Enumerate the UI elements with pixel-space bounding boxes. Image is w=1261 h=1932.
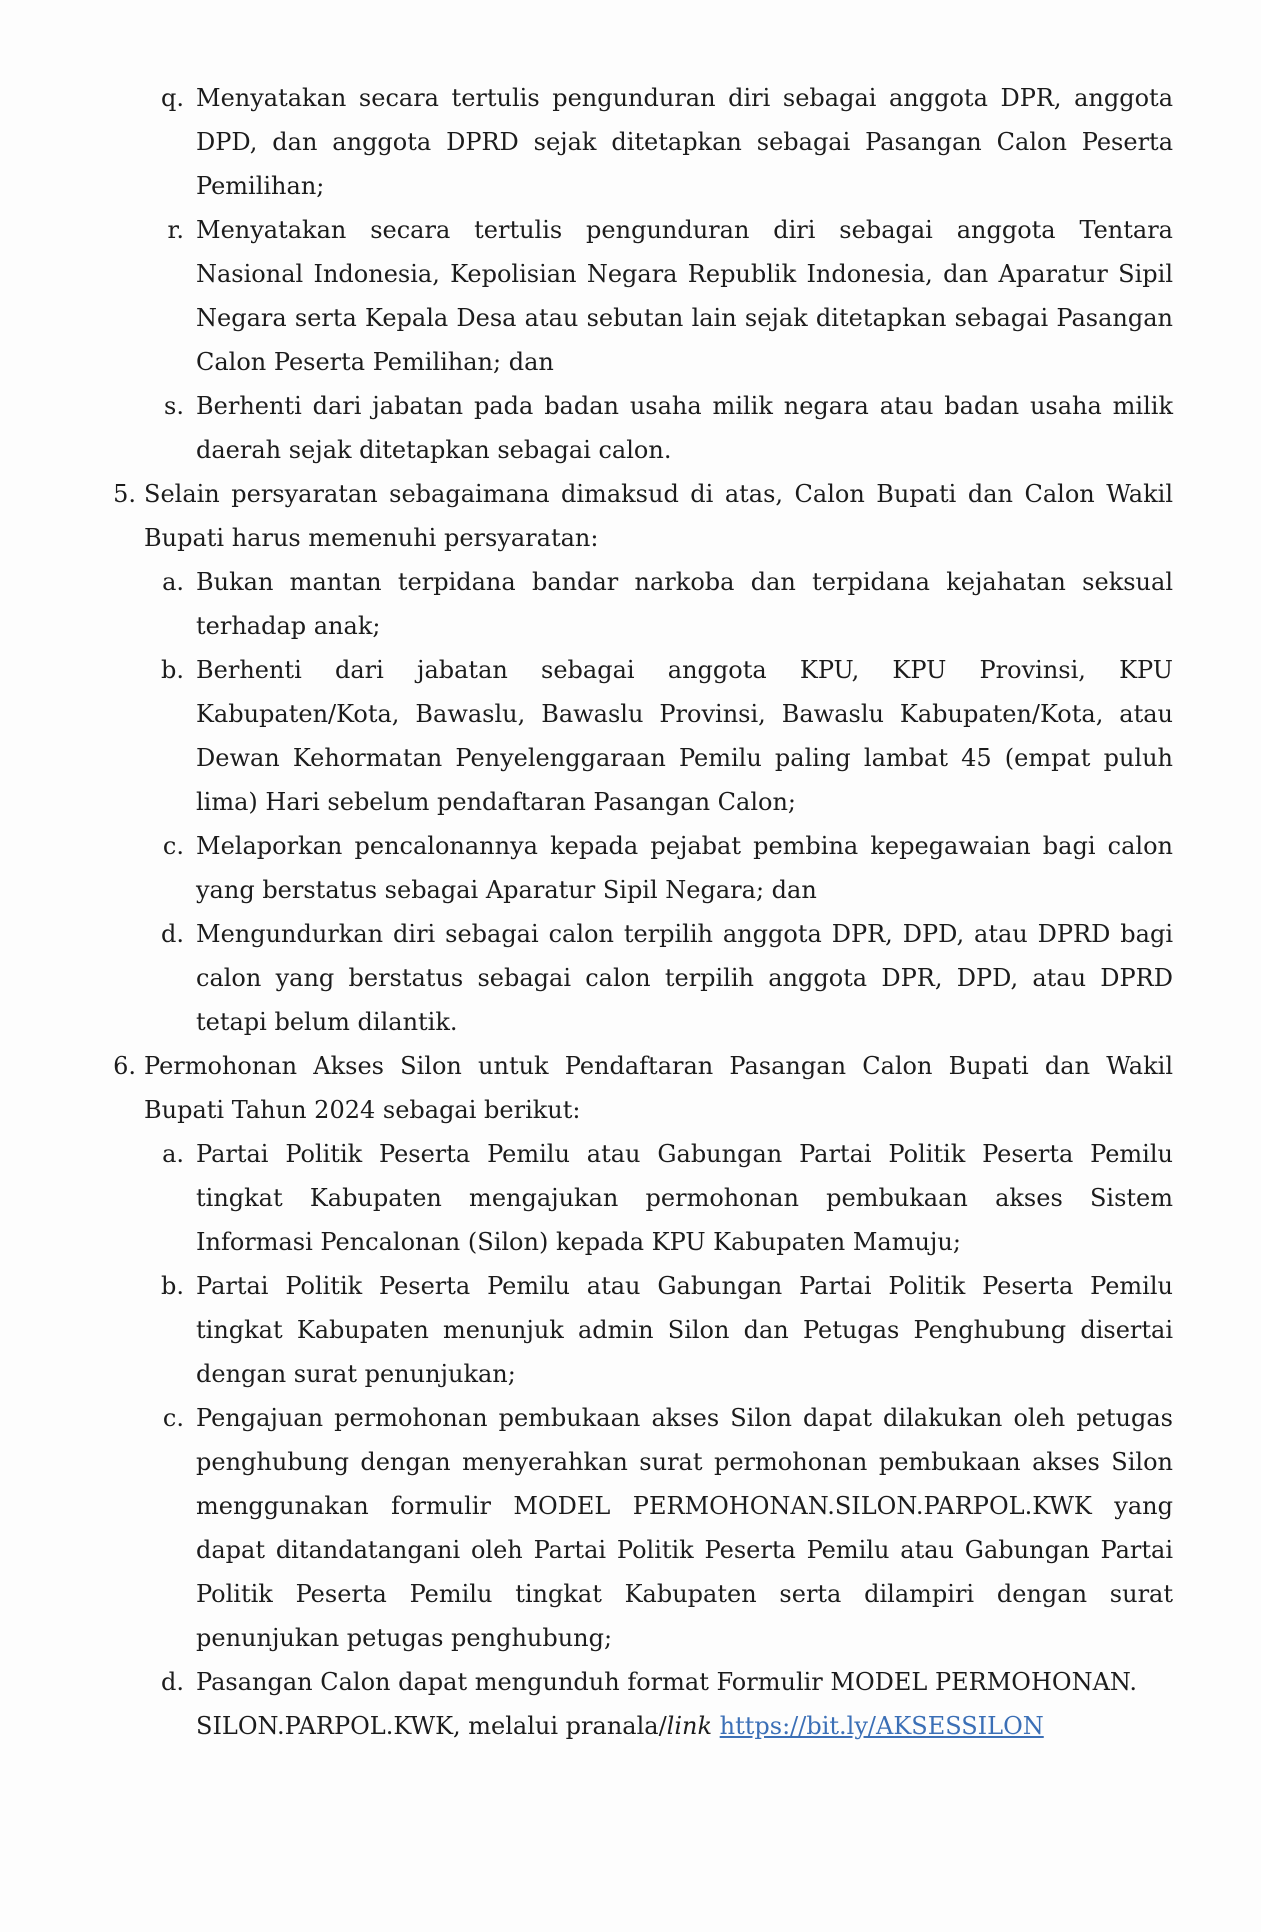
section-5: [96, 472, 1173, 560]
list-item-5a: [144, 560, 1173, 648]
download-link[interactable]: https://bit.ly/AKSESSILON: [719, 1712, 1044, 1740]
list-item-text: Melaporkan pencalonannya kepada pejabat pembina kepegawaian bagi calon yang berstatus sebagai Aparatur Sipil Negara; dan: [196, 832, 1173, 904]
list-item-6a: [144, 1132, 1173, 1264]
section-6: [96, 1044, 1173, 1132]
section-marker: 6.: [113, 1052, 136, 1080]
list-marker: a.: [162, 568, 184, 596]
list-item-text: Bukan mantan terpidana bandar narkoba dan terpidana kejahatan seksual terhadap anak;: [196, 568, 1173, 640]
list-marker: r.: [167, 216, 184, 244]
list-item-text: Partai Politik Peserta Pemilu atau Gabungan Partai Politik Peserta Pemilu tingkat Kabupaten mengajukan permohonan pembukaan akses Sistem Informasi Pencalonan (Silon) kepada KPU Kabupaten Mamuju;: [196, 1140, 1173, 1256]
list-item-6d: [144, 1660, 1173, 1748]
list-item-6c: [144, 1396, 1173, 1660]
list-item-text: Mengundurkan diri sebagai calon terpilih anggota DPR, DPD, atau DPRD bagi calon yang berstatus sebagai calon terpilih anggota DPR, DPD, atau DPRD tetapi belum dilantik.: [196, 920, 1173, 1036]
document-body: [96, 76, 1173, 1748]
list-item-5d: [144, 912, 1173, 1044]
list-marker: c.: [162, 832, 184, 860]
list-item-text-line2: SILON.PARPOL.KWK, melalui pranala/: [196, 1712, 667, 1740]
list-marker: s.: [164, 392, 184, 420]
section-text: Selain persyaratan sebagaimana dimaksud di atas, Calon Bupati dan Calon Wakil Bupati harus memenuhi persyaratan:: [144, 480, 1173, 552]
list-item-text: [196, 1660, 1173, 1748]
list-item-r: [144, 208, 1173, 384]
list-item-text: Pengajuan permohonan pembukaan akses Silon dapat dilakukan oleh petugas penghubung dengan menyerahkan surat permohonan pembukaan akses Silon menggunakan formulir MODEL PERMOHONAN.SILON.PARPOL.KWK yang dapat ditandatangani oleh Partai Politik Peserta Pemilu atau Gabungan Partai Politik Peserta Pemilu tingkat Kabupaten serta dilampiri dengan surat penunjukan petugas penghubung;: [196, 1404, 1173, 1652]
section-marker: 5.: [113, 480, 136, 508]
list-marker: c.: [162, 1404, 184, 1432]
section-text: Permohonan Akses Silon untuk Pendaftaran Pasangan Calon Bupati dan Wakil Bupati Tahun 2024 sebagai berikut:: [144, 1052, 1173, 1124]
list-marker: a.: [162, 1140, 184, 1168]
list-item-text: Partai Politik Peserta Pemilu atau Gabungan Partai Politik Peserta Pemilu tingkat Kabupaten menunjuk admin Silon dan Petugas Penghubung disertai dengan surat penunjukan;: [196, 1272, 1173, 1388]
list-item-text: Menyatakan secara tertulis pengunduran diri sebagai anggota DPR, anggota DPD, dan anggota DPRD sejak ditetapkan sebagai Pasangan Calon Peserta Pemilihan;: [196, 84, 1173, 200]
list-marker: d.: [161, 920, 184, 948]
list-item-q: [144, 76, 1173, 208]
list-marker: b.: [161, 1272, 184, 1300]
list-item-text: Berhenti dari jabatan sebagai anggota KPU, KPU Provinsi, KPU Kabupaten/Kota, Bawaslu, Bawaslu Provinsi, Bawaslu Kabupaten/Kota, atau Dewan Kehormatan Penyelenggaraan Pemilu paling lambat 45 (empat puluh lima) Hari sebelum pendaftaran Pasangan Calon;: [196, 656, 1173, 816]
list-item-5b: [144, 648, 1173, 824]
link-word: link: [666, 1712, 713, 1740]
list-item-6b: [144, 1264, 1173, 1396]
section-6-list: [144, 1132, 1173, 1748]
list-item-5c: [144, 824, 1173, 912]
list-marker: d.: [161, 1668, 184, 1696]
list-item-text: Menyatakan secara tertulis pengunduran diri sebagai anggota Tentara Nasional Indonesia, Kepolisian Negara Republik Indonesia, dan Aparatur Sipil Negara serta Kepala Desa atau sebutan lain sejak ditetapkan sebagai Pasangan Calon Peserta Pemilihan; dan: [196, 216, 1173, 376]
continued-list: [144, 76, 1173, 472]
list-marker: b.: [161, 656, 184, 684]
list-item-s: [144, 384, 1173, 472]
section-5-list: [144, 560, 1173, 1044]
list-marker: q.: [161, 84, 184, 112]
list-item-text: Berhenti dari jabatan pada badan usaha milik negara atau badan usaha milik daerah sejak ditetapkan sebagai calon.: [196, 392, 1173, 464]
list-item-text-line1: Pasangan Calon dapat mengunduh format Formulir MODEL PERMOHONAN.: [196, 1668, 1137, 1696]
